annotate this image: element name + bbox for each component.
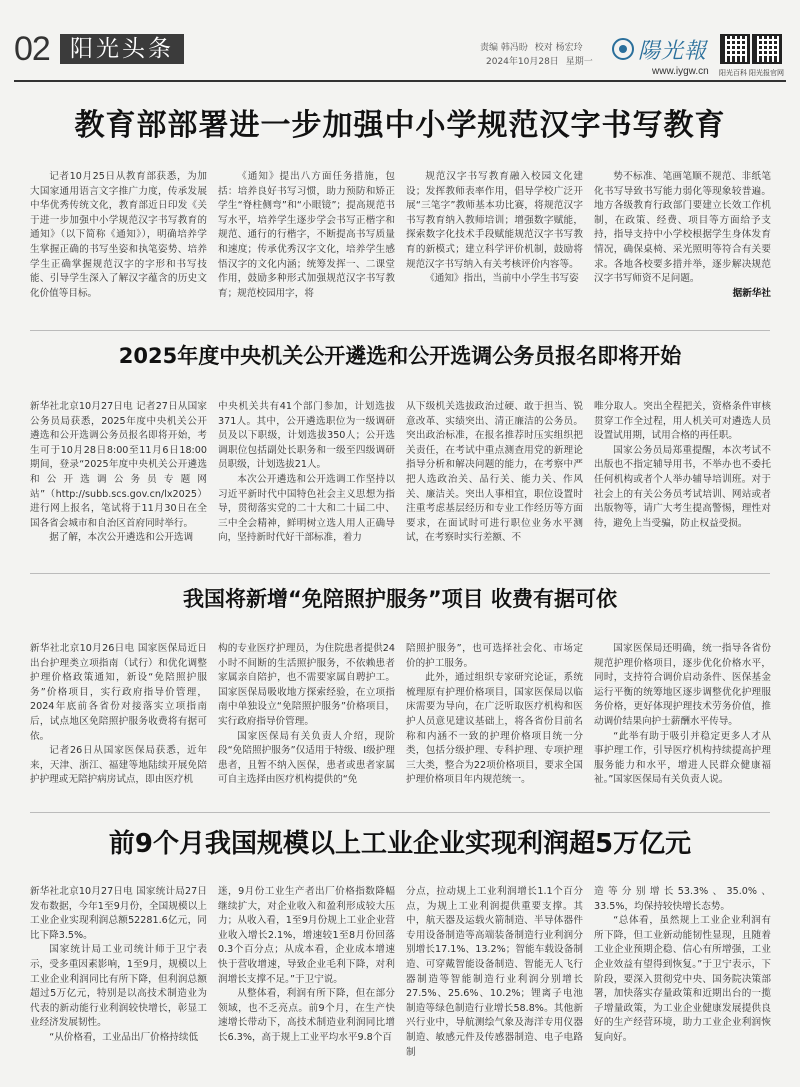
article-body: [30, 642, 773, 802]
sun-logo-icon: [612, 38, 634, 60]
article-column: [406, 400, 583, 565]
paragraph: 陪照护服务”，也可选择社会化、市场定价的护工服务。: [406, 643, 583, 669]
paragraph: 国家医保局还明确，统一指导各省份规范护理价格项目，逐步优化价格水平，同时，支持符合调价启动条件、医保基金运行平衡的统筹地区逐步调整优化护理服务价格，更好体现护理技术劳务价值，推动调价结果向护士薪酬水平传导。: [594, 643, 771, 727]
paragraph: 《通知》提出八方面任务措施，包括：培养良好书写习惯，助力预防和矫正学生“脊柱侧弯”和“小眼镜”；提高规范书写水平，培养学生逐步学会书写正楷字和规范、通行的行楷字，不断提高书写质量和速度；传承优秀汉字文化，培养学生感悟汉字的文化内涵；统筹发挥一、二课堂作用，鼓励多种形式加强规范汉字书写教育；规范校园用字，将: [218, 171, 395, 299]
paragraph: 新华社北京10月27日电 记者27日从国家公务员局获悉，2025年度中央机关公开遴选和公开选调公务员报名即将开始，考生可于10月28日8:00至11月6日18:00期间，登录“2025年度中央机关公开遴选和公开选调公务员专题网站”（http://subb.scs.gov.cn/lx2025）进行网上报名，笔试将于11月30日在全国各省会城市和自治区首府同时举行。: [30, 401, 207, 529]
paragraph: 本次公开遴选和公开选调工作坚持以习近平新时代中国特色社会主义思想为指导，贯彻落实党的二十大和二十届二中、三中全会精神，鲜明树立选人用人正确导向，坚持新时代好干部标准，着力: [218, 473, 395, 544]
paragraph: 迷，9月份工业生产者出厂价格指数降幅继续扩大，对企业收入和盈利形成较大压力；从收入看，1至9月份规上工业企业营业收入增长2.1%，增速较1至8月份回落0.3个百分点；从成本看，企业成本增速快于营收增速，导致企业毛利下降，对利润增长支撑不足。”于卫宁说。: [218, 886, 395, 985]
article-headline: 教育部部署进一步加强中小学规范汉字书写教育: [74, 108, 726, 143]
paragraph: 国家医保局有关负责人介绍，现阶段“免陪照护服务”仅适用于特级、Ⅰ级护理患者，且暂不纳入医保，患者或患者家属可自主选择由医疗机构提供的“免: [218, 730, 395, 786]
article-column: [594, 885, 771, 1081]
paragraph: 新华社北京10月26日电 国家医保局近日出台护理类立项指南（试行）和优化调整护理价格政策通知，新设“免陪照护服务”价格项目，实行政府指导价管理，2024年底前各省份对接落实立项指南后，试点地区免陪照护服务收费将有据可依。: [30, 643, 207, 742]
qr-label: 阳光百科: [719, 69, 747, 77]
issue-weekday: 星期一: [565, 57, 593, 67]
article-column: [218, 170, 395, 320]
issue-date: [486, 54, 597, 67]
brand-name: 陽光報: [638, 39, 708, 64]
article-body: [30, 400, 773, 565]
page-header: [0, 0, 800, 88]
article-divider: [30, 573, 770, 574]
paragraph: 势不标准、笔画笔顺不规范、非纸笔化书写导致书写能力弱化等现象较普遍。地方各级教育行政部门要建立长效工作机制，在政策、经费、项目等方面给予支持，指导支持中小学校根据学生身体发育情况，确保桌椅、采光照明等符合有关要求。各地各校要多措并举，逐步解决规范汉字书写师资不足问题。: [594, 171, 771, 285]
section-title: 阳光头条: [60, 34, 184, 64]
proofreader-credit: 校对 杨宏玲: [534, 43, 583, 53]
paragraph: 从下级机关选拔政治过硬、敢于担当、锐意改革、实绩突出、清正廉洁的公务员。突出政治标准，在报名推荐时压实组织把关责任，在考试中重点测查用党的新理论指导分析和解决问题的能力，在考察中严把人选政治关、品行关、能力关、作风关、廉洁关。突出人事相宜，职位设置时注重考虑基层经历和专业工作经历等方面要求，在面试时可进行职位业务水平测试，在考察时实行差额、不: [406, 401, 583, 544]
paragraph: 规范汉字书写教育融入校园文化建设；发挥教师表率作用，倡导学校广泛开展“三笔字”教师基本功比赛，将规范汉字书写教育纳入教师培训；增强数字赋能，探索数字化技术手段赋能规范汉字书写教育的新模式；建立科学评价机制，鼓励将规范汉字书写纳入有关考核评价内容等。: [406, 171, 583, 270]
paragraph: 记者10月25日从教育部获悉，为加大国家通用语言文字推广力度，传承发展中华优秀传统文化，教育部近日印发《关于进一步加强中小学规范汉字书写教育的通知》（以下简称《通知》），明确培养学生掌握正确的书写坐姿和执笔姿势、培养学生正确掌握规范汉字的字形和书写技能、引导学生深入了解汉字蕴含的历史文化价值等目标。: [30, 171, 207, 299]
article-column: [406, 642, 583, 802]
article-column: [30, 170, 207, 320]
website-url[interactable]: www.iygw.cn: [652, 66, 709, 77]
paragraph: 国家统计局工业司统计师于卫宁表示，受多重因素影响，1至9月，规模以上工业企业利润同比有所下降，但利润总额超过5万亿元，特别是以高技术制造业为代表的新动能行业利润较快增长，彰显工业经济发展韧性。: [30, 944, 207, 1029]
paragraph: 构的专业医疗护理员，为住院患者提供24小时不间断的生活照护服务，不依赖患者家属亲自陪护，也不需要家属自聘护工。国家医保局吸收地方探索经验，在立项指南中单独设立“免陪照护服务”价格项目，实行政府指导价管理。: [218, 643, 395, 727]
article-column: [30, 400, 207, 565]
article-column: [406, 885, 583, 1081]
article-headline: 前9个月我国规模以上工业企业实现利润超5万亿元: [108, 829, 692, 859]
paragraph: 《通知》指出，当前中小学生书写姿: [425, 273, 579, 285]
header-divider: [14, 80, 786, 82]
article-column: [218, 400, 395, 565]
article-column: [30, 642, 207, 802]
issue-date-text: 2024年10月28日: [486, 57, 559, 67]
page-number: 02: [14, 30, 50, 68]
article-source: 据新华社: [732, 287, 771, 299]
paragraph: 唯分取人。突出全程把关，资格条件审核贯穿工作全过程，用人机关可对遴选人员设置试用期，试用合格的再任职。: [594, 401, 771, 442]
paragraph: “此举有助于吸引并稳定更多人才从事护理工作，引导医疗机构持续提高护理服务能力和水平，增进人民群众健康福祉。”国家医保局有关负责人说。: [594, 730, 771, 786]
article-divider: [30, 330, 770, 331]
qr-code-icon: [752, 34, 782, 64]
paragraph: 此外，通过组织专家研究论证，系统梳理原有护理价格项目，国家医保局以临床需要为导向，在广泛听取医疗机构和医护人员意见建议基础上，将各省份目前名称和内涵不一致的护理价格项目统一分类，包括分级护理、专科护理、专项护理三大类，整合为22项价格项目，要求全国护理价格项目年内规范统一。: [406, 672, 583, 786]
article-body: [30, 170, 773, 320]
paragraph: “从价格看，工业品出厂价格持续低: [49, 1031, 199, 1043]
article-column: [30, 885, 207, 1081]
paragraph: 造等分别增长53.3%、35.0%、33.5%，均保持较快增长态势。: [594, 886, 771, 912]
article-divider: [30, 812, 770, 813]
article-column: [218, 885, 395, 1081]
paragraph: “总体看，虽然规上工业企业利润有所下降，但工业新动能韧性显现，且随着工业企业预期企稳、信心有所增强，工业企业效益有望得到恢复。”于卫宁表示，下阶段，要深入贯彻党中央、国务院决策部署，加快落实存量政策和近期出台的一揽子增量政策，为工业企业健康发展提供良好的生产经营环境，助力工业企业利润恢复向好。: [594, 915, 771, 1043]
article-column: [594, 642, 771, 802]
qr-label: 阳光报官网: [749, 69, 784, 77]
qr-code-icon: [720, 34, 750, 64]
paragraph: 从整体看，利润有所下降，但在部分领域，也不乏亮点。前9个月，在生产快速增长带动下，高技术制造业利润同比增长6.3%，高于规上工业平均水平9.8个百: [218, 988, 395, 1043]
editor-credit: 责编 韩冯盼: [480, 43, 528, 53]
article-column: [406, 170, 583, 320]
paragraph: 国家公务员局郑重提醒，本次考试不出版也不指定辅导用书，不举办也不委托任何机构或者个人举办辅导培训班。对于社会上的有关公务员考试培训、网站或者出版物等，请广大考生提高警惕，理性对待，避免上当受骗，防止权益受损。: [594, 444, 771, 529]
paragraph: 新华社北京10月27日电 国家统计局27日发布数据，今年1至9月份，全国规模以上工业企业实现利润总额52281.6亿元，同比下降3.5%。: [30, 886, 207, 941]
article-column: [594, 170, 771, 320]
article-headline: 2025年度中央机关公开遴选和公开选调公务员报名即将开始: [118, 344, 682, 368]
paragraph: 中央机关共有41个部门参加，计划选拔371人。其中，公开遴选职位为一级调研员及以下职级，计划选拔350人；公开选调职位包括副处长职务和一级至四级调研员职级，计划选拔21人。: [218, 401, 395, 471]
paragraph: 据了解，本次公开遴选和公开选调: [49, 532, 194, 544]
paragraph: 记者26日从国家医保局获悉，近年来，天津、浙江、福建等地陆续开展免陪护护理或无陪护病房试点，即由医疗机: [30, 745, 207, 786]
editor-credits: [480, 40, 587, 53]
paragraph: 分点，拉动规上工业利润增长1.1个百分点，为规上工业利润提供重要支撑。其中，航天器及运载火箭制造、半导体器件专用设备制造等高端装备制造行业利润分别增长17.1%、13.2%；智能车载设备制造、可穿戴智能设备制造、智能无人飞行器制造等智能制造行业利润分别增长27.5%、25.6%、10.2%；锂离子电池制造等绿色制造行业增长58.8%。其他新兴行业中，导航测绘气象及海洋专用仪器制造、敏感元件及传感器制造、电子电路制: [406, 886, 583, 1058]
article-body: [30, 885, 773, 1081]
brand-logo: [612, 36, 714, 64]
article-column: [218, 642, 395, 802]
article-headline: 我国将新增“免陪照护服务”项目 收费有据可依: [183, 587, 617, 611]
article-column: [594, 400, 771, 565]
